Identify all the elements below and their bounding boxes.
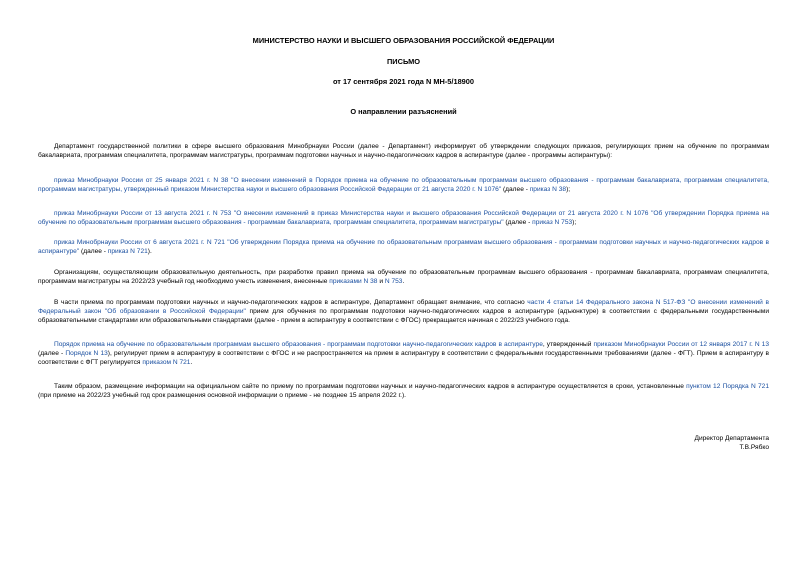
paragraph-text: . [190, 359, 193, 367]
paragraph-text: Таким образом, размещение информации на официальном сайте по приему по программам подготовки научных и научно-педагогических кадров в аспирантуре осуществляется в сроки, установленные [54, 383, 687, 390]
point-12-link[interactable]: пунктом 12 Порядка N 721 [686, 383, 769, 390]
procedure-link[interactable]: Порядок приема на обучение по образовательным программам высшего образования - программам подготовки научно-педагогических кадров в аспирантуре [54, 341, 543, 348]
paragraph-text: , утвержденный [542, 341, 594, 348]
document-date-number: от 17 сентября 2021 года N МН-5/18900 [332, 77, 475, 86]
signature-name: Т.В.Рябко [739, 444, 769, 451]
signature-position: Директор Департамента [694, 435, 769, 442]
paragraph-order-38 [38, 176, 769, 194]
order-38-link[interactable]: приказ Минобрнауки России от 25 января 2021 г. N 38 "О внесении изменений в Порядок приема на обучение по образовательным программам высшего образования - программам бакалавриата, программам специалитета, программам магистратуры, утвержденный приказом Министерства науки и высшего образования Российской Федерации от 21 августа 2020 г. N 1076" [38, 177, 769, 194]
paragraph-text: (далее - [501, 186, 530, 194]
orders-38-link[interactable]: приказами N 38 [329, 278, 378, 286]
paragraph-text: ); [566, 186, 571, 194]
paragraph-postgraduate [38, 298, 769, 326]
paragraph-order-721 [38, 238, 769, 256]
paragraph-text: Департамент государственной политики в сфере высшего образования Минобрнауки России (далее - Департамент) информирует об утверждении следующих приказов, регулирующих прием на обучение по программам бакалавриата, программам специалитета, программам магистратуры, программам подготовки научных и научно-педагогических кадров в аспирантуре (далее - программы аспирантуры): [38, 143, 769, 160]
order-13-link[interactable]: приказом Минобрнауки России от 12 января 2017 г. N 13 [593, 341, 769, 348]
paragraph-text: и [377, 278, 385, 286]
paragraph-text: Организациям, осуществляющим образовательную деятельность, при разработке правил приема на обучение по образовательным программам высшего образования - программам бакалавриата, программам специалитета, программам магистратуры на 2022/23 учебный год необходимо учесть изменения, внесенные [38, 269, 769, 286]
paragraph-text: ); [572, 219, 577, 227]
paragraph-organizations [38, 268, 769, 286]
paragraph-text: . [402, 278, 405, 286]
paragraph-text: прием для обучения по программам подготовки научно-педагогических кадров в аспирантуре (адъюнктуре) в соответствии с федеральными государственными образовательными стандартами или образовательными стандартами (далее - прием в аспирантуру в соответствии с ФГОС) прекращается начиная с 2022/23 учебного года. [38, 308, 770, 325]
paragraph-text: (далее - [503, 219, 533, 227]
paragraph-text: (при приеме на 2022/23 учебный год срок размещения основной информации о приеме - не позднее 15 апреля 2022 г.). [38, 392, 406, 400]
federal-law-517-link[interactable]: части 4 статьи 14 Федерального закона N 517-ФЗ "О внесении изменений в Федеральный закон "Об образовании в Российской Федерации" [38, 299, 769, 316]
order-721-short-link[interactable]: приказ N 721 [107, 248, 148, 256]
paragraph-text: ). [147, 248, 152, 256]
order-721-link[interactable]: приказ Минобрнауки России от 6 августа 2021 г. N 721 "Об утверждении Порядка приема на обучение по образовательным программам высшего образования - программам подготовки научных и научно-педагогических кадров в аспирантуре" [38, 239, 769, 256]
order-38-short-link[interactable]: приказ N 38 [529, 186, 567, 194]
paragraph-conclusion [38, 382, 769, 400]
document-subject: О направлении разъяснений [350, 107, 457, 116]
paragraph-text: (далее - [38, 350, 66, 358]
paragraph-order-753 [38, 209, 769, 227]
paragraph-text: ), регулирует прием в аспирантуру в соответствии с ФГОС и не распространяется на прием в аспирантуру в соответствии с федеральными государственными требованиями (далее - ФГТ). Прием в аспирантуру в соответствии с ФГТ регулируется [38, 350, 769, 367]
order-721-ref-link[interactable]: приказом N 721 [142, 359, 191, 367]
order-753-ref-link[interactable]: N 753 [384, 278, 403, 286]
paragraph-procedure-13 [38, 340, 769, 368]
procedure-13-link[interactable]: Порядок N 13 [65, 350, 108, 358]
order-753-short-link[interactable]: приказ N 753 [532, 219, 573, 227]
paragraph-text: (далее - [79, 248, 108, 256]
order-753-link[interactable]: приказ Минобрнауки России от 13 августа 2021 г. N 753 "О внесении изменений в приказ Министерства науки и высшего образования Российской Федерации от 21 августа 2020 г. N 1076 "Об утверждении Порядка приема на обучение по образовательным программам высшего образования - программам бакалавриата, программам специалитета, программам магистратуры" [38, 210, 769, 227]
document-type: ПИСЬМО [387, 57, 420, 66]
ministry-title: МИНИСТЕРСТВО НАУКИ И ВЫСШЕГО ОБРАЗОВАНИЯ РОССИЙСКОЙ ФЕДЕРАЦИИ [252, 36, 555, 45]
paragraph-intro [38, 142, 769, 160]
paragraph-text: В части приема по программам подготовки научных и научно-педагогических кадров в аспирантуре, Департамент обращает внимание, что согласно [54, 299, 528, 306]
